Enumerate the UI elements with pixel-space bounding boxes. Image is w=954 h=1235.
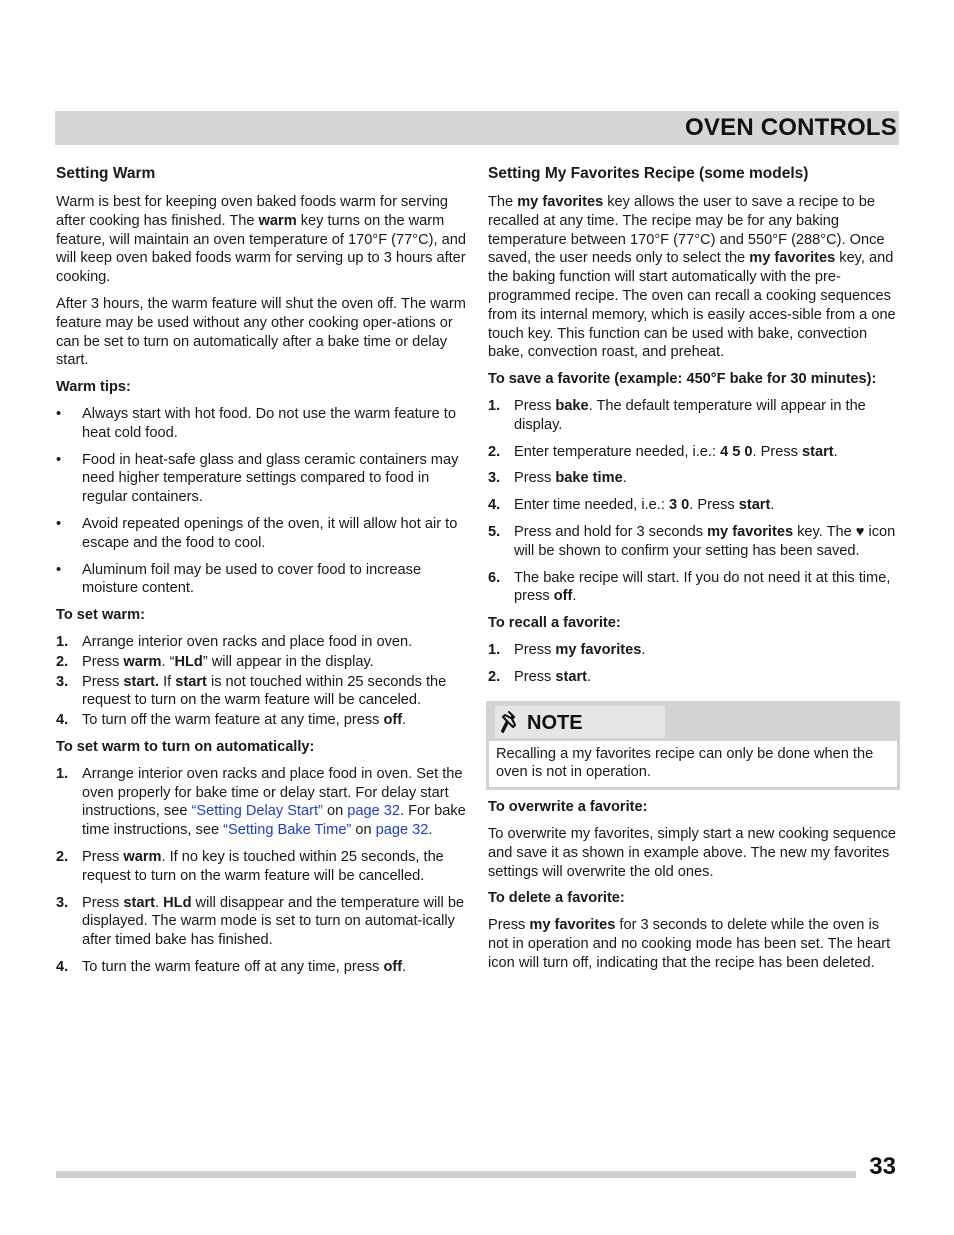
note-text: Recalling a my favorites recipe can only be done when the oven is not in operation. (496, 745, 874, 781)
list-item (488, 641, 898, 660)
warm-tips-list (56, 405, 466, 598)
note-label: NOTE (527, 711, 583, 734)
list-item (56, 405, 466, 443)
delete-favorite-label: To delete a favorite: (488, 890, 625, 907)
list-item (488, 569, 898, 607)
list-item-text: Arrange interior oven racks and place food in oven. (82, 633, 413, 650)
setting-warm-heading: Setting Warm (56, 165, 156, 182)
recall-favorite-steps (488, 641, 898, 687)
list-item-text: Press my favorites. (514, 641, 646, 658)
delete-text: Press my favorites for 3 seconds to delete while the oven is not in operation and no cooking mode has been set. The heart icon will turn off, indicating that the recipe has been deleted. (488, 917, 891, 971)
step-number: 3. (56, 673, 69, 690)
list-item-text: Enter time needed, i.e.: 3 0. Press start. (514, 497, 775, 514)
save-favorite-steps (488, 397, 898, 606)
recall-favorite-label: To recall a favorite: (488, 615, 621, 632)
list-item-text: Press warm. If no key is touched within 25 seconds, the request to turn on the warm feature will be cancelled. (82, 848, 444, 884)
right-column (488, 164, 898, 981)
step-number: 3. (56, 894, 69, 911)
list-item (56, 633, 466, 652)
step-number: 1. (56, 633, 69, 650)
step-number: 5. (488, 523, 501, 540)
list-item (56, 451, 466, 507)
list-item (56, 848, 466, 886)
list-item-text: Press start. HLd will disappear and the temperature will be displayed. The warm mode is set to turn on automat-ically after timed bake has finished. (82, 894, 465, 949)
step-number: 2. (488, 443, 501, 460)
page-number: 33 (869, 1153, 896, 1180)
overwrite-text: To overwrite my favorites, simply start a new cooking sequence and save it as shown in example above. The new my favorites settings will overwrite the old ones. (488, 825, 896, 880)
step-number: 4. (488, 497, 501, 514)
note-tab (495, 706, 665, 738)
list-item-text: The bake recipe will start. If you do not need it at this time, press off. (514, 569, 891, 605)
overwrite-favorite-label: To overwrite a favorite: (488, 799, 648, 816)
list-item-text: Avoid repeated openings of the oven, it will allow hot air to escape and the food to cool. (82, 515, 458, 551)
bullet-marker: • (56, 451, 62, 468)
step-number: 4. (56, 958, 69, 975)
list-item (488, 469, 898, 488)
list-item (488, 496, 898, 515)
note-header (489, 704, 897, 741)
favorites-intro: The my favorites key allows the user to save a recipe to be recalled at any time. The recipe may be for any baking temperature between 170°F (77°C) and 550°F (288°C). Once saved, the user needs only to select the my favorites key, and the baking function will start automatically with the pre-programmed recipe. The oven can recall a cooking sequences from its internal memory, which is easily acces-sible from a one touch key. This function can be used with bake, convection bake, convection roast, and preheat. (488, 194, 896, 361)
step-number: 4. (56, 712, 69, 729)
list-item (56, 958, 466, 977)
list-item (488, 443, 898, 462)
left-column (56, 164, 466, 985)
auto-warm-steps (56, 765, 466, 977)
warm-tips-label: Warm tips: (56, 379, 131, 396)
step-number: 1. (56, 765, 69, 782)
list-item-text: Enter temperature needed, i.e.: 4 5 0. Press start. (514, 443, 838, 460)
list-item-text: Press start. If start is not touched within 25 seconds the request to turn on the warm feature will be canceled. (82, 673, 447, 709)
set-warm-steps (56, 633, 466, 730)
list-item-text: To turn the warm feature off at any time, press off. (82, 958, 407, 975)
step-number: 1. (488, 641, 501, 658)
list-item-text: Aluminum foil may be used to cover food to increase moisture content. (82, 561, 422, 597)
warm-intro: Warm is best for keeping oven baked foods warm for serving after cooking has finished. The warm key turns on the warm feature, will maintain an oven temperature of 170°F (77°C), and will keep oven baked foods warm for serving up to 3 hours after cooking. (56, 194, 466, 286)
list-item (56, 515, 466, 553)
list-item-text: Press bake. The default temperature will appear in the display. (514, 397, 866, 433)
bullet-marker: • (56, 561, 62, 578)
list-item-text: Press and hold for 3 seconds my favorites key. The ♥ icon will be shown to confirm your setting has been saved. (514, 523, 896, 559)
list-item-text: To turn off the warm feature at any time, press off. (82, 712, 407, 729)
favorites-heading: Setting My Favorites Recipe (some models) (488, 165, 809, 182)
set-warm-label: To set warm: (56, 607, 145, 624)
list-item (488, 397, 898, 435)
pushpin-icon (501, 711, 521, 735)
section-title: OVEN CONTROLS (685, 114, 897, 141)
note-box (486, 701, 900, 791)
section-header-bar (55, 111, 899, 145)
list-item-text: Arrange interior oven racks and place food in oven. Set the oven properly for bake time or delay start. For delay start instructions, see “Setting Delay Start” on page 32. For bake time instructions, see “Setting Bake Time” on page 32. (82, 765, 466, 839)
list-item (56, 894, 466, 950)
list-item-text: Press warm. “HLd” will appear in the display. (82, 653, 374, 670)
step-number: 2. (56, 653, 69, 670)
step-number: 3. (488, 470, 501, 487)
step-number: 2. (488, 668, 501, 685)
step-number: 1. (488, 397, 501, 414)
list-item (488, 523, 898, 561)
list-item (56, 673, 466, 711)
list-item (56, 561, 466, 599)
warm-para2: After 3 hours, the warm feature will shut the oven off. The warm feature may be used without any other cooking oper-ations or can be set to turn on automatically after a bake time or delay start. (56, 295, 466, 369)
list-item-text: Food in heat-safe glass and glass ceramic containers may need higher temperature settings compared to food in regular containers. (82, 451, 459, 506)
footer-bar (56, 1171, 856, 1178)
step-number: 6. (488, 569, 501, 586)
list-item-text: Press bake time. (514, 470, 627, 487)
save-favorite-label: To save a favorite (example: 450°F bake for 30 minutes): (488, 371, 877, 388)
list-item (56, 765, 466, 840)
list-item-text: Press start. (514, 668, 592, 685)
list-item (56, 653, 466, 672)
step-number: 2. (56, 848, 69, 865)
bullet-marker: • (56, 405, 62, 422)
list-item-text: Always start with hot food. Do not use the warm feature to heat cold food. (82, 405, 456, 441)
list-item (488, 668, 898, 687)
bullet-marker: • (56, 515, 62, 532)
auto-warm-label: To set warm to turn on automatically: (56, 738, 315, 755)
list-item (56, 711, 466, 730)
